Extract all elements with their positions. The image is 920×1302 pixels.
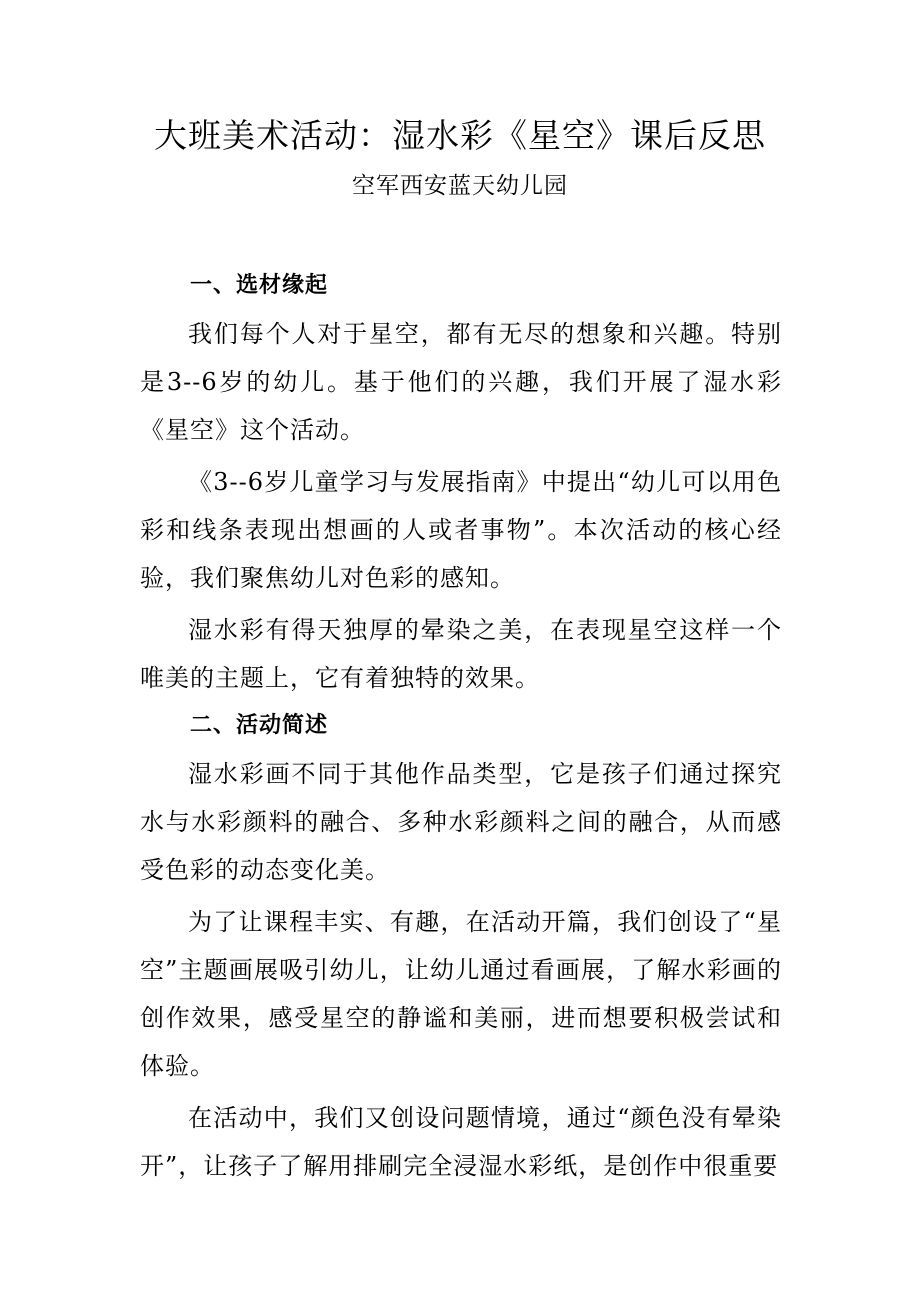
section-activity-overview <box>140 702 782 1190</box>
document-body <box>140 262 782 1190</box>
paragraph: 湿水彩有得天独厚的晕染之美，在表现星空这样一个唯美的主题上，它有着独特的效果。 <box>140 616 782 692</box>
paragraph: 《3--6岁儿童学习与发展指南》中提出“幼儿可以用色彩和线条表现出想画的人或者事物”。本次活动的核心经验，我们聚焦幼儿对色彩的感知。 <box>140 468 782 592</box>
paragraph: 我们每个人对于星空，都有无尽的想象和兴趣。特别是3--6岁的幼儿。基于他们的兴趣，我们开展了湿水彩《星空》这个活动。 <box>140 320 782 444</box>
document-subtitle: 空军西安蓝天幼儿园 <box>352 173 568 199</box>
section-heading: 二、活动简述 <box>190 713 329 738</box>
paragraph: 在活动中，我们又创设问题情境，通过“颜色没有晕染开”，让孩子了解用排刷完全浸湿水彩纸，是创作中很重要 <box>140 1104 782 1180</box>
section-selection-origin <box>140 262 782 702</box>
paragraph: 湿水彩画不同于其他作品类型，它是孩子们通过探究水与水彩颜料的融合、多种水彩颜料之间的融合，从而感受色彩的动态变化美。 <box>140 760 782 884</box>
document-title: 大班美术活动：湿水彩《星空》课后反思 <box>154 116 766 155</box>
paragraph: 为了让课程丰实、有趣，在活动开篇，我们创设了“星空”主题画展吸引幼儿，让幼儿通过看画展，了解水彩画的创作效果，感受星空的静谧和美丽，进而想要积极尝试和体验。 <box>140 908 782 1080</box>
section-heading: 一、选材缘起 <box>190 273 329 298</box>
